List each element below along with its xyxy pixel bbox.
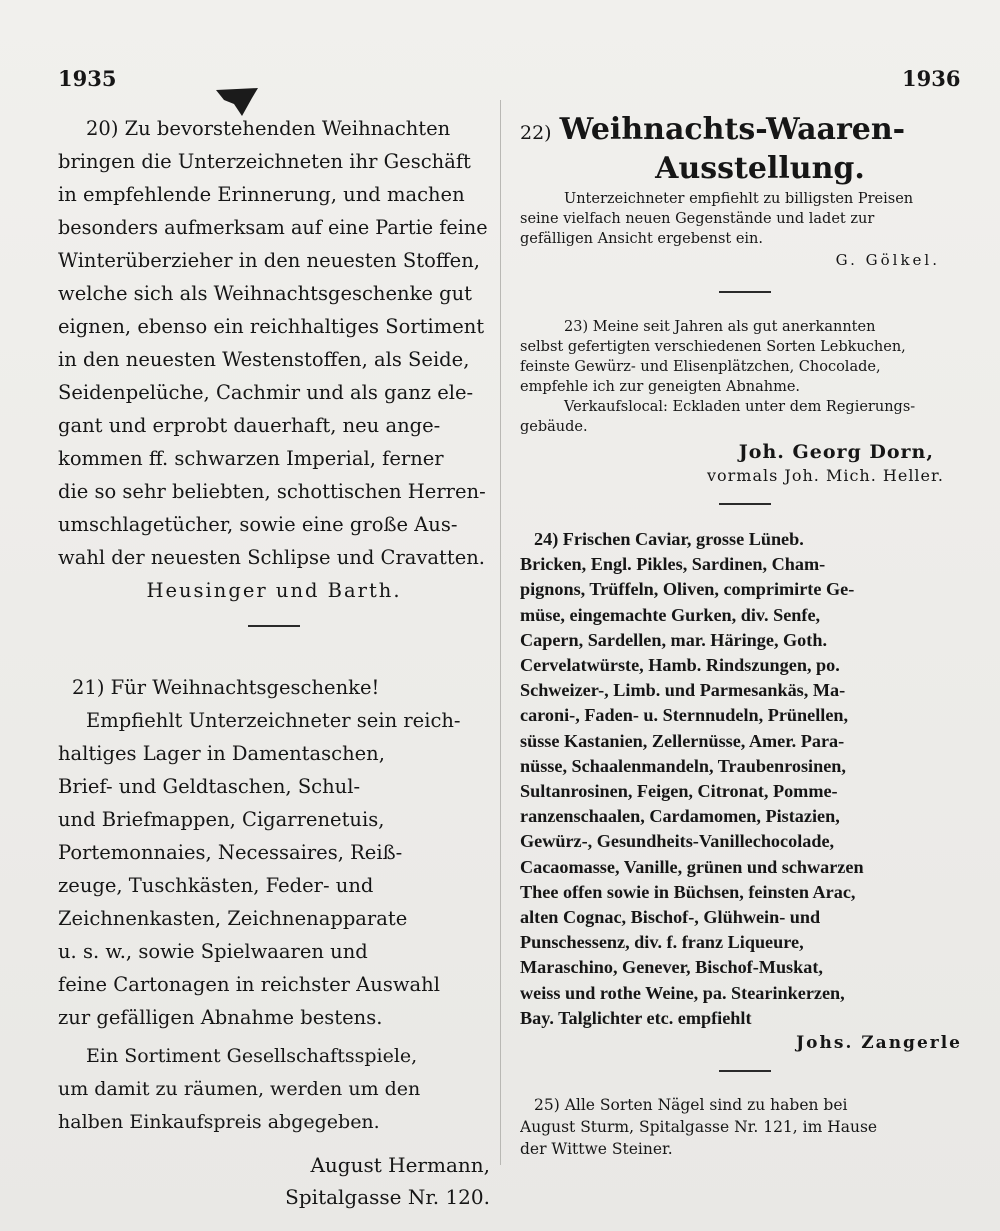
text-line: müse, eingemachte Gurken, div. Senfe, xyxy=(520,604,821,625)
text-line: süsse Kastanien, Zellernüsse, Amer. Para- xyxy=(520,730,845,751)
entry-25-text xyxy=(520,1094,970,1160)
text-line: Zeichnenkasten, Zeichnenapparate xyxy=(58,907,408,930)
text-line: 24) Frischen Caviar, grosse Lüneb. xyxy=(534,529,804,549)
text-line: 25) Alle Sorten Nägel sind zu haben bei xyxy=(534,1096,848,1115)
text-line: um damit zu räumen, werden um den xyxy=(58,1078,421,1100)
text-line: zur gefälligen Abnahme bestens. xyxy=(58,1006,383,1029)
text-line: Winterüberzieher in den neuesten Stoffen, xyxy=(58,249,480,272)
entry-22-title-1: Weihnachts-Waaren- xyxy=(559,112,906,147)
text-line: die so sehr beliebten, schottischen Herren- xyxy=(58,480,486,503)
text-line: in empfehlende Erinnerung, und machen xyxy=(58,183,465,206)
text-line: der Wittwe Steiner. xyxy=(520,1140,673,1159)
text-line: kommen ff. schwarzen Imperial, ferner xyxy=(58,447,444,470)
text-line: Empfiehlt Unterzeichneter sein reich- xyxy=(86,709,461,732)
entry-25 xyxy=(520,1094,970,1160)
text-line: 20) Zu bevorstehenden Weihnachten xyxy=(86,117,451,140)
text-line: bringen die Unterzeichneten ihr Geschäft xyxy=(58,150,471,173)
text-line: ranzenschaalen, Cardamomen, Pistazien, xyxy=(520,806,840,827)
text-line: Portemonnaies, Necessaires, Reiß- xyxy=(58,841,403,864)
entry-20 xyxy=(58,112,490,607)
entry-24-text xyxy=(520,527,970,1031)
entry-20-text xyxy=(58,112,490,574)
entry-23-signature-former: vormals Joh. Mich. Heller. xyxy=(706,466,944,485)
text-line: gefälligen Ansicht ergebenst ein. xyxy=(520,231,764,247)
entry-21-text xyxy=(58,671,490,1034)
entry-22-heading xyxy=(520,112,970,187)
entry-24 xyxy=(520,527,970,1056)
text-line: Verkaufslocal: Eckladen unter dem Regierungs- xyxy=(564,399,916,415)
separator-rule xyxy=(719,503,771,505)
entry-22-title-2: Ausstellung. xyxy=(655,151,865,186)
text-line: gant und erprobt dauerhaft, neu ange- xyxy=(58,414,441,437)
text-line: eignen, ebenso ein reichhaltiges Sortiment xyxy=(58,315,485,338)
text-line: welche sich als Weihnachtsgeschenke gut xyxy=(58,282,473,305)
text-line: wahl der neuesten Schlipse und Cravatten. xyxy=(58,546,486,569)
text-line: seine vielfach neuen Gegenstände und ladet zur xyxy=(520,211,875,227)
text-line: Sultanrosinen, Feigen, Citronat, Pomme- xyxy=(520,781,838,802)
text-line: Unterzeichneter empfiehlt zu billigsten Preisen xyxy=(564,191,914,207)
text-line: Seidenpelüche, Cachmir und als ganz ele- xyxy=(58,381,474,404)
text-line: pignons, Trüffeln, Oliven, comprimirte Ge- xyxy=(520,579,855,600)
entry-21 xyxy=(58,671,490,1213)
entry-23-text xyxy=(520,317,970,437)
text-line: Punschessenz, div. f. franz Liqueure, xyxy=(520,932,804,953)
text-line: Schweizer-, Limb. und Parmesankäs, Ma- xyxy=(520,680,846,701)
text-line: besonders aufmerksam auf eine Partie feine xyxy=(58,216,488,239)
text-line: Maraschino, Genever, Bischof-Muskat, xyxy=(520,957,823,978)
entry-22-signature: G. Gölkel. xyxy=(835,251,940,269)
text-line: caroni-, Faden- u. Sternnudeln, Prünellen, xyxy=(520,705,849,726)
column-divider xyxy=(500,100,501,1165)
text-line: feinste Gewürz- und Elisenplätzchen, Chocolade, xyxy=(520,359,881,375)
text-line: in den neuesten Westenstoffen, als Seide, xyxy=(58,348,470,371)
text-line: Cervelatwürste, Hamb. Rindszungen, po. xyxy=(520,655,840,676)
text-line: Bricken, Engl. Pikles, Sardinen, Cham- xyxy=(520,554,826,575)
text-line: alten Cognac, Bischof-, Glühwein- und xyxy=(520,907,821,928)
text-line: Gewürz-, Gesundheits-Vanillechocolade, xyxy=(520,831,835,852)
text-line: haltiges Lager in Damentaschen, xyxy=(58,742,385,765)
text-line: selbst gefertigten verschiedenen Sorten Lebkuchen, xyxy=(520,339,906,355)
text-line: Bay. Talglichter etc. empfiehlt xyxy=(520,1007,752,1028)
text-line: Capern, Sardellen, mar. Häringe, Goth. xyxy=(520,629,827,650)
text-line: umschlagetücher, sowie eine große Aus- xyxy=(58,513,458,536)
separator-rule xyxy=(719,291,771,293)
text-line: Thee offen sowie in Büchsen, feinsten Arac, xyxy=(520,881,856,902)
right-column xyxy=(520,112,970,1160)
entry-22-number: 22) xyxy=(520,122,552,144)
text-line: und Briefmappen, Cigarrenetuis, xyxy=(58,808,385,831)
left-column xyxy=(58,112,490,1213)
text-line: weiss und rothe Weine, pa. Stearinkerzen, xyxy=(520,982,845,1003)
entry-21-signature xyxy=(58,1149,490,1213)
text-line: 21) Für Weihnachtsgeschenke! xyxy=(72,676,380,699)
text-line: halben Einkaufspreis abgegeben. xyxy=(58,1111,380,1133)
text-line: August Sturm, Spitalgasse Nr. 121, im Hause xyxy=(520,1118,878,1137)
entry-23-signature: Joh. Georg Dorn, xyxy=(738,441,934,463)
entry-20-signature: Heusinger und Barth. xyxy=(146,579,402,602)
signature-line: August Hermann, xyxy=(310,1153,490,1177)
signature-line: Spitalgasse Nr. 120. xyxy=(285,1185,490,1209)
text-line: Cacaomasse, Vanille, grünen und schwarzen xyxy=(520,856,864,877)
page-number-left: 1935 xyxy=(58,66,117,91)
separator-rule xyxy=(719,1070,771,1072)
separator-rule xyxy=(248,625,300,627)
entry-21-text-2 xyxy=(58,1040,490,1139)
text-line: u. s. w., sowie Spielwaaren und xyxy=(58,940,368,963)
text-line: zeuge, Tuschkästen, Feder- und xyxy=(58,874,374,897)
text-line: empfehle ich zur geneigten Abnahme. xyxy=(520,379,801,395)
entry-22 xyxy=(520,112,970,269)
text-line: Ein Sortiment Gesellschaftsspiele, xyxy=(86,1045,418,1067)
page-number-right: 1936 xyxy=(902,66,961,91)
text-line: nüsse, Schaalenmandeln, Traubenrosinen, xyxy=(520,755,846,776)
text-line: feine Cartonagen in reichster Auswahl xyxy=(58,973,440,996)
text-line: Brief- und Geldtaschen, Schul- xyxy=(58,775,361,798)
entry-23 xyxy=(520,317,970,487)
entry-22-text xyxy=(520,189,970,249)
entry-24-signature: Johs. Zangerle xyxy=(796,1033,962,1054)
text-line: gebäude. xyxy=(520,419,588,435)
text-line: 23) Meine seit Jahren als gut anerkannten xyxy=(564,319,876,335)
